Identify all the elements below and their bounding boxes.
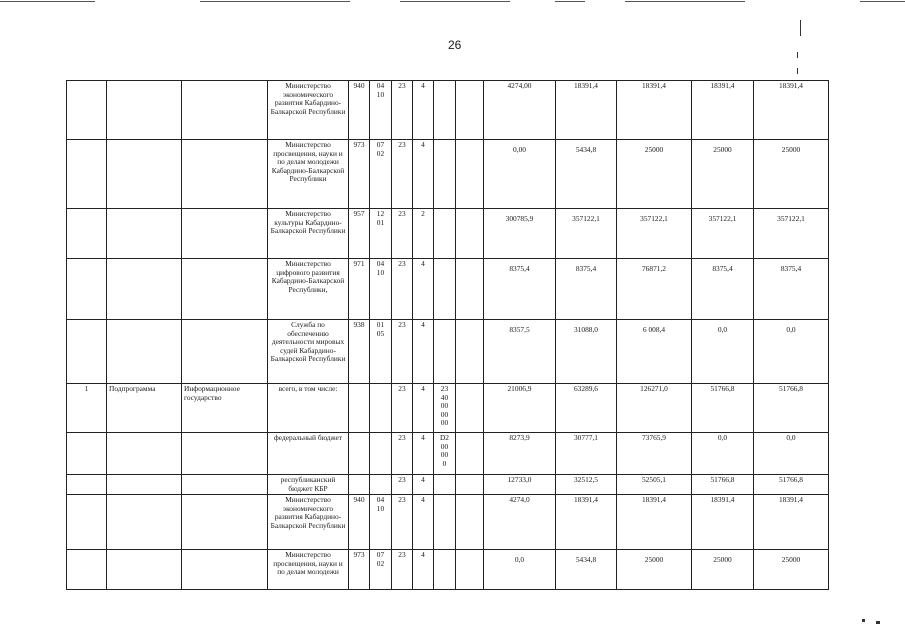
- row-value-4: 18391,4: [692, 495, 754, 550]
- row-activity-code: [434, 320, 456, 384]
- row-kind: [107, 433, 182, 475]
- row-value-4: 357122,1: [692, 209, 754, 259]
- row-extra-code: [456, 384, 484, 433]
- row-program-code: 23: [392, 140, 413, 209]
- row-section-code: 01 05: [370, 320, 392, 384]
- row-extra-code: [456, 495, 484, 550]
- scan-artifact: [400, 1, 510, 2]
- row-value-2: 31088,0: [556, 320, 617, 384]
- row-grbs-code: 940: [349, 81, 370, 140]
- row-activity-code: [434, 495, 456, 550]
- row-activity-code: [434, 209, 456, 259]
- row-value-5: 0,0: [754, 320, 829, 384]
- row-activity-code: [434, 140, 456, 209]
- row-value-1: 8357,5: [484, 320, 556, 384]
- row-organization: Министерство экономического развития Кабардино-Балкарской Республики: [268, 81, 349, 140]
- table-row: [67, 495, 829, 550]
- row-value-4: 8375,4: [692, 259, 754, 320]
- row-grbs-code: 938: [349, 320, 370, 384]
- row-value-3: 76871,2: [617, 259, 692, 320]
- row-organization: всего, в том числе:: [268, 384, 349, 433]
- table-row: [67, 140, 829, 209]
- scan-artifact: [625, 1, 745, 2]
- row-value-5: 25000: [754, 140, 829, 209]
- row-value-3: 18391,4: [617, 495, 692, 550]
- row-organization: Служба по обеспечению деятельности мировых судей Кабардино-Балкарской Республики: [268, 320, 349, 384]
- row-extra-code: [456, 550, 484, 590]
- row-value-2: 357122,1: [556, 209, 617, 259]
- row-value-3: 52505,1: [617, 475, 692, 495]
- table-row: [67, 209, 829, 259]
- row-organization: республиканский бюджет КБР: [268, 475, 349, 495]
- table-row: [67, 475, 829, 495]
- row-section-code: 04 10: [370, 81, 392, 140]
- row-section-code: 07 02: [370, 550, 392, 590]
- row-number: [67, 209, 107, 259]
- row-number: [67, 320, 107, 384]
- row-activity-code: D2 00 00 0: [434, 433, 456, 475]
- row-subprogram-code: 4: [413, 81, 434, 140]
- row-kind: [107, 140, 182, 209]
- row-value-4: 51766,8: [692, 475, 754, 495]
- row-value-4: 0,0: [692, 433, 754, 475]
- scan-artifact: [876, 621, 880, 624]
- row-number: [67, 140, 107, 209]
- table-body: [67, 81, 829, 590]
- row-grbs-code: [349, 475, 370, 495]
- row-subprogram-code: 2: [413, 209, 434, 259]
- row-value-4: 18391,4: [692, 81, 754, 140]
- row-grbs-code: 973: [349, 140, 370, 209]
- row-value-1: 0,00: [484, 140, 556, 209]
- row-value-1: 8375,4: [484, 259, 556, 320]
- table-row: [67, 550, 829, 590]
- row-value-2: 5434,8: [556, 140, 617, 209]
- row-value-4: 25000: [692, 550, 754, 590]
- row-value-2: 8375,4: [556, 259, 617, 320]
- table-row: [67, 81, 829, 140]
- row-activity-code: [434, 550, 456, 590]
- row-value-1: 4274,0: [484, 495, 556, 550]
- row-value-1: 300785,9: [484, 209, 556, 259]
- row-value-1: 0,0: [484, 550, 556, 590]
- row-section-code: 04 10: [370, 495, 392, 550]
- row-number: [67, 475, 107, 495]
- row-subprogram-code: 4: [413, 140, 434, 209]
- row-value-5: 18391,4: [754, 495, 829, 550]
- row-kind: [107, 320, 182, 384]
- row-value-3: 73765,9: [617, 433, 692, 475]
- row-organization: федеральный бюджет: [268, 433, 349, 475]
- row-value-5: 8375,4: [754, 259, 829, 320]
- page-number: 26: [448, 38, 462, 52]
- row-name: [182, 495, 268, 550]
- row-value-3: 126271,0: [617, 384, 692, 433]
- row-grbs-code: 940: [349, 495, 370, 550]
- table-row: [67, 320, 829, 384]
- row-value-4: 51766,8: [692, 384, 754, 433]
- row-value-2: 18391,4: [556, 495, 617, 550]
- row-name: Информационное государство: [182, 384, 268, 433]
- row-extra-code: [456, 433, 484, 475]
- row-subprogram-code: 4: [413, 320, 434, 384]
- row-program-code: 23: [392, 433, 413, 475]
- row-grbs-code: 971: [349, 259, 370, 320]
- row-value-1: 4274,00: [484, 81, 556, 140]
- scan-artifact: [200, 1, 350, 2]
- row-kind: [107, 495, 182, 550]
- row-value-4: 25000: [692, 140, 754, 209]
- row-activity-code: [434, 259, 456, 320]
- scan-artifact: [862, 619, 865, 622]
- row-extra-code: [456, 259, 484, 320]
- row-name: [182, 320, 268, 384]
- row-name: [182, 433, 268, 475]
- row-kind: [107, 550, 182, 590]
- row-value-3: 25000: [617, 140, 692, 209]
- row-section-code: 07 02: [370, 140, 392, 209]
- row-section-code: 12 01: [370, 209, 392, 259]
- row-kind: [107, 475, 182, 495]
- scan-artifact: [797, 52, 798, 58]
- scan-artifact: [797, 68, 798, 74]
- row-value-1: 12733,0: [484, 475, 556, 495]
- row-name: [182, 475, 268, 495]
- row-grbs-code: 957: [349, 209, 370, 259]
- row-subprogram-code: 4: [413, 475, 434, 495]
- row-extra-code: [456, 81, 484, 140]
- row-value-2: 32512,5: [556, 475, 617, 495]
- row-section-code: [370, 433, 392, 475]
- row-value-2: 63289,6: [556, 384, 617, 433]
- row-grbs-code: 973: [349, 550, 370, 590]
- row-value-5: 25000: [754, 550, 829, 590]
- row-grbs-code: [349, 384, 370, 433]
- row-program-code: 23: [392, 475, 413, 495]
- row-kind: [107, 209, 182, 259]
- row-extra-code: [456, 475, 484, 495]
- scan-artifact: [0, 1, 95, 2]
- row-grbs-code: [349, 433, 370, 475]
- row-value-1: 8273,9: [484, 433, 556, 475]
- row-program-code: 23: [392, 550, 413, 590]
- row-organization: Министерство цифрового развития Кабардино-Балкарской Республики,: [268, 259, 349, 320]
- row-program-code: 23: [392, 384, 413, 433]
- row-extra-code: [456, 209, 484, 259]
- budget-table: [66, 80, 829, 590]
- row-program-code: 23: [392, 320, 413, 384]
- row-activity-code: [434, 475, 456, 495]
- row-value-1: 21006,9: [484, 384, 556, 433]
- row-extra-code: [456, 320, 484, 384]
- row-program-code: 23: [392, 209, 413, 259]
- row-value-5: 357122,1: [754, 209, 829, 259]
- row-subprogram-code: 4: [413, 259, 434, 320]
- row-organization: Министерство экономического развития Кабардино-Балкарской Республики: [268, 495, 349, 550]
- row-value-4: 0,0: [692, 320, 754, 384]
- row-subprogram-code: 4: [413, 550, 434, 590]
- row-number: [67, 81, 107, 140]
- row-number: [67, 433, 107, 475]
- row-activity-code: [434, 81, 456, 140]
- row-kind: [107, 81, 182, 140]
- row-program-code: 23: [392, 81, 413, 140]
- row-section-code: 04 10: [370, 259, 392, 320]
- row-extra-code: [456, 140, 484, 209]
- row-value-5: 0,0: [754, 433, 829, 475]
- table-row: [67, 433, 829, 475]
- row-organization: Министерство культуры Кабардино-Балкарской Республики: [268, 209, 349, 259]
- row-value-3: 357122,1: [617, 209, 692, 259]
- row-number: 1: [67, 384, 107, 433]
- row-name: [182, 81, 268, 140]
- scan-artifact: [800, 20, 801, 36]
- row-number: [67, 259, 107, 320]
- scan-artifact: [860, 1, 905, 2]
- row-program-code: 23: [392, 259, 413, 320]
- table-row: [67, 259, 829, 320]
- row-subprogram-code: 4: [413, 433, 434, 475]
- row-subprogram-code: 4: [413, 384, 434, 433]
- row-organization: Министерство просвещения, науки и по делам молодежи Кабардино-Балкарской Республики: [268, 140, 349, 209]
- row-value-3: 6 008,4: [617, 320, 692, 384]
- row-value-2: 18391,4: [556, 81, 617, 140]
- row-program-code: 23: [392, 495, 413, 550]
- row-name: [182, 259, 268, 320]
- row-number: [67, 550, 107, 590]
- row-name: [182, 550, 268, 590]
- row-kind: Подпрограмма: [107, 384, 182, 433]
- row-value-5: 51766,8: [754, 475, 829, 495]
- row-value-3: 18391,4: [617, 81, 692, 140]
- row-value-3: 25000: [617, 550, 692, 590]
- table-row: [67, 384, 829, 433]
- row-activity-code: 23 40 00 00 00: [434, 384, 456, 433]
- row-section-code: [370, 384, 392, 433]
- row-organization: Министерство просвещения, науки и по делам молодежи: [268, 550, 349, 590]
- row-number: [67, 495, 107, 550]
- row-kind: [107, 259, 182, 320]
- row-value-2: 5434,8: [556, 550, 617, 590]
- scan-artifact: [555, 1, 585, 2]
- row-section-code: [370, 475, 392, 495]
- row-value-5: 18391,4: [754, 81, 829, 140]
- row-name: [182, 209, 268, 259]
- row-value-5: 51766,8: [754, 384, 829, 433]
- row-name: [182, 140, 268, 209]
- row-value-2: 30777,1: [556, 433, 617, 475]
- row-subprogram-code: 4: [413, 495, 434, 550]
